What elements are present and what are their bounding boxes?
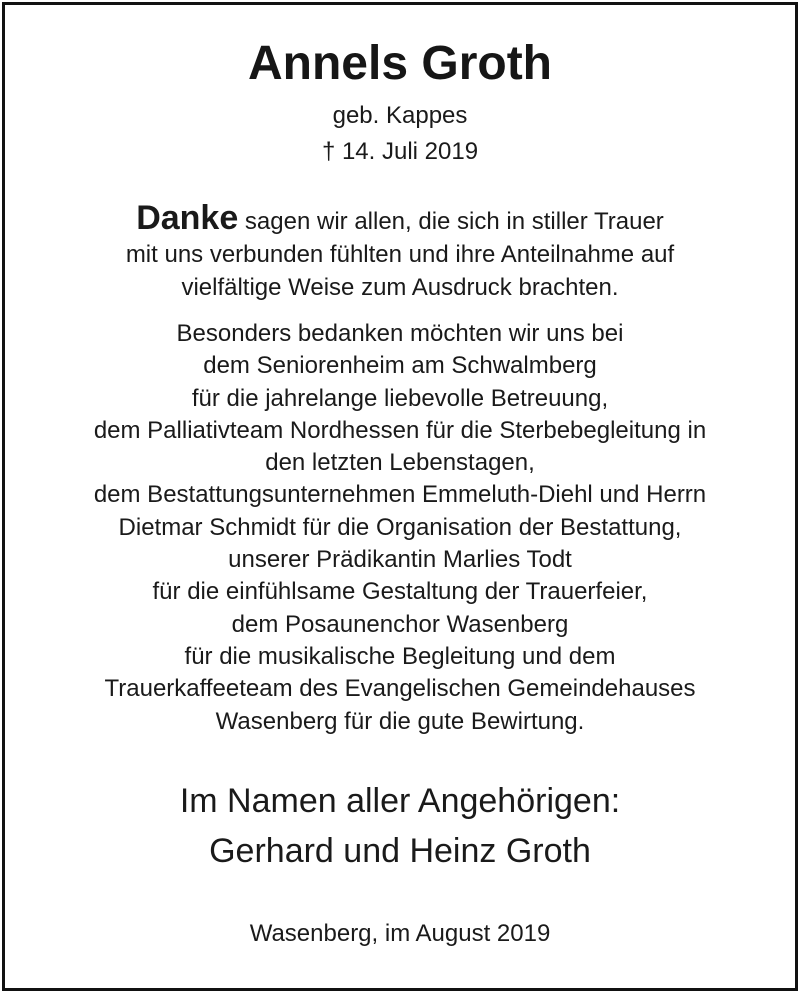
special-thanks-line: dem Seniorenheim am Schwalmberg <box>203 352 597 380</box>
thanks-line-2: mit uns verbunden fühlten und ihre Anteilnahme auf <box>125 241 675 268</box>
special-thanks-line: den letzten Lebenstagen, <box>265 449 535 477</box>
special-thanks-line: dem Posaunenchor Wasenberg <box>231 610 569 638</box>
special-thanks-line: dem Palliativteam Nordhessen für die Sterbebegleitung in <box>93 416 707 444</box>
thanks-line-1-rest: sagen wir allen, die sich in stiller Trauer <box>238 208 664 235</box>
special-thanks-line: Wasenberg für die gute Bewirtung. <box>215 707 585 735</box>
thanks-word: Danke <box>136 199 239 237</box>
signature-intro: Im Namen aller Angehörigen: <box>179 782 621 820</box>
special-thanks-line: für die einfühlsame Gestaltung der Trauerfeier, <box>152 578 648 606</box>
thanks-paragraph <box>0 199 800 304</box>
signature-names: Gerhard und Heinz Groth <box>209 832 591 870</box>
special-thanks-line: unserer Prädikantin Marlies Todt <box>228 546 572 574</box>
thanks-line-3: vielfältige Weise zum Ausdruck brachten. <box>181 274 619 301</box>
special-thanks-paragraph <box>0 318 800 738</box>
deceased-name: Annels Groth <box>247 37 552 90</box>
birth-name: geb. Kappes <box>332 102 468 129</box>
special-thanks-line: Trauerkaffeeteam des Evangelischen Gemeindehauses <box>104 675 696 703</box>
death-date: † 14. Juli 2019 <box>321 138 479 165</box>
special-thanks-line: für die musikalische Begleitung und dem <box>184 642 616 670</box>
signature-block <box>0 776 800 876</box>
place-and-date: Wasenberg, im August 2019 <box>249 920 551 947</box>
special-thanks-line: für die jahrelange liebevolle Betreuung, <box>191 384 609 412</box>
special-thanks-line: dem Bestattungsunternehmen Emmeluth-Diehl und Herrn <box>93 481 707 509</box>
special-thanks-line: Dietmar Schmidt für die Organisation der Bestattung, <box>118 513 682 541</box>
thanks-line-1 <box>0 199 800 238</box>
special-thanks-line: Besonders bedanken möchten wir uns bei <box>176 320 624 347</box>
